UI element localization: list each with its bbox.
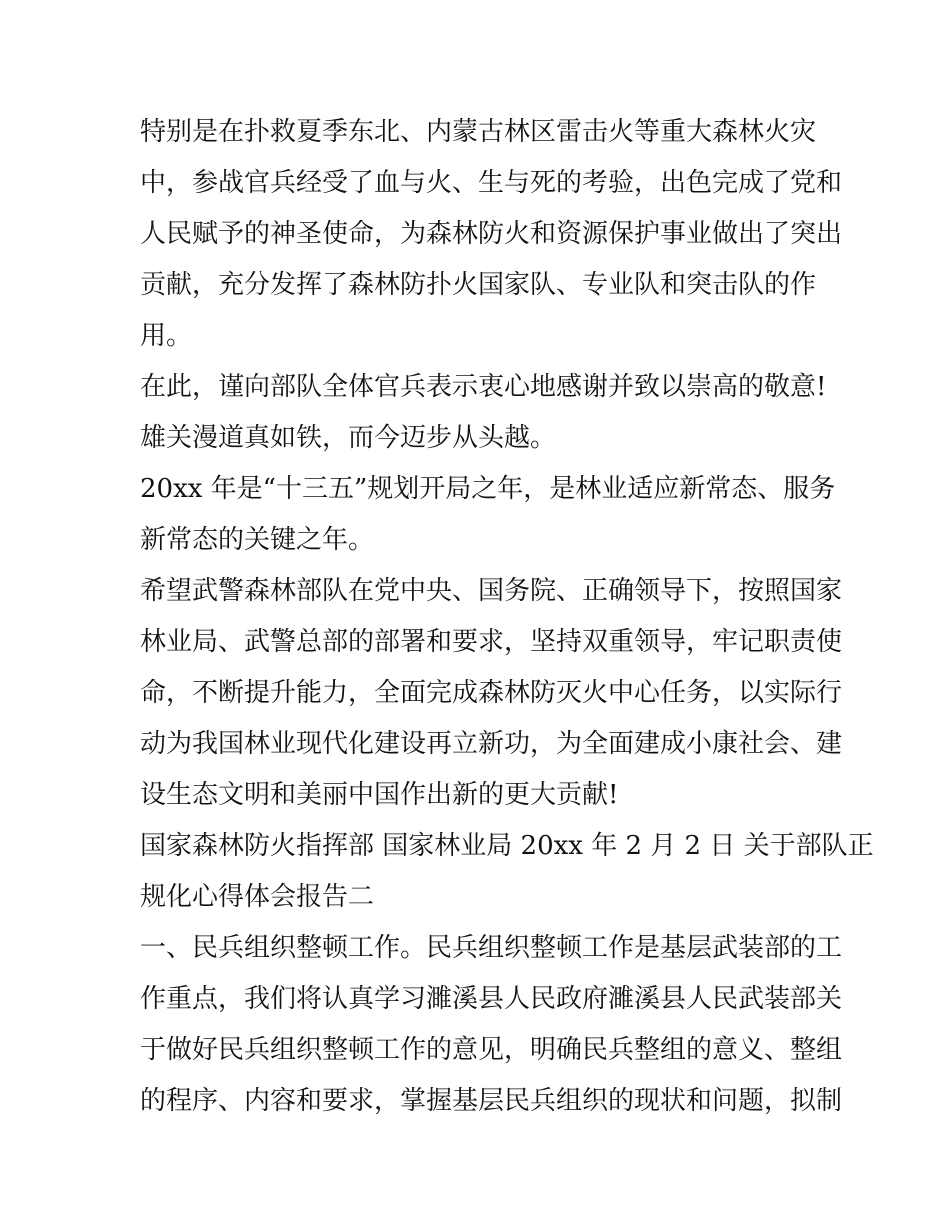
document-body bbox=[140, 107, 874, 1127]
text-line: 作重点，我们将认真学习濉溪县人民政府濉溪县人民武装部关 bbox=[140, 984, 843, 1014]
text-line: 特别是在扑救夏季东北、内蒙古林区雷击火等重大森林火灾 bbox=[140, 117, 817, 147]
text-line: 雄关漫道真如铁，而今迈步从头越。 bbox=[140, 423, 557, 453]
text-line: 的程序、内容和要求，掌握基层民兵组织的现状和问题，拟制 bbox=[140, 1086, 843, 1116]
text-line: 规化心得体会报告二 bbox=[140, 882, 375, 912]
text-line: 一、民兵组织整顿工作。民兵组织整顿工作是基层武装部的工 bbox=[140, 933, 843, 963]
text-line: 于做好民兵组织整顿工作的意见，明确民兵整组的意义、整组 bbox=[140, 1035, 843, 1065]
text-line: 命，不断提升能力，全面完成森林防灭火中心任务，以实际行 bbox=[140, 678, 843, 708]
text-line: 设生态文明和美丽中国作出新的更大贡献! bbox=[140, 780, 619, 810]
text-line: 20xx 年是“十三五”规划开局之年，是林业适应新常态、服务 bbox=[140, 474, 836, 504]
text-line: 国家森林防火指挥部 国家林业局 20xx 年 2 月 2 日 关于部队正 bbox=[140, 831, 874, 861]
text-line: 动为我国林业现代化建设再立新功，为全面建成小康社会、建 bbox=[140, 729, 843, 759]
text-line: 贡献，充分发挥了森林防扑火国家队、专业队和突击队的作 bbox=[140, 270, 817, 300]
text-line: 中，参战官兵经受了血与火、生与死的考验，出色完成了党和 bbox=[140, 168, 843, 198]
text-line: 用。 bbox=[140, 321, 193, 351]
text-line: 人民赋予的神圣使命，为森林防火和资源保护事业做出了突出 bbox=[140, 219, 843, 249]
text-line: 新常态的关键之年。 bbox=[140, 525, 375, 555]
text-line: 希望武警森林部队在党中央、国务院、正确领导下，按照国家 bbox=[140, 576, 843, 606]
text-line: 在此，谨向部队全体官兵表示衷心地感谢并致以崇高的敬意! bbox=[140, 372, 827, 402]
text-line: 林业局、武警总部的部署和要求，坚持双重领导，牢记职责使 bbox=[140, 627, 843, 657]
